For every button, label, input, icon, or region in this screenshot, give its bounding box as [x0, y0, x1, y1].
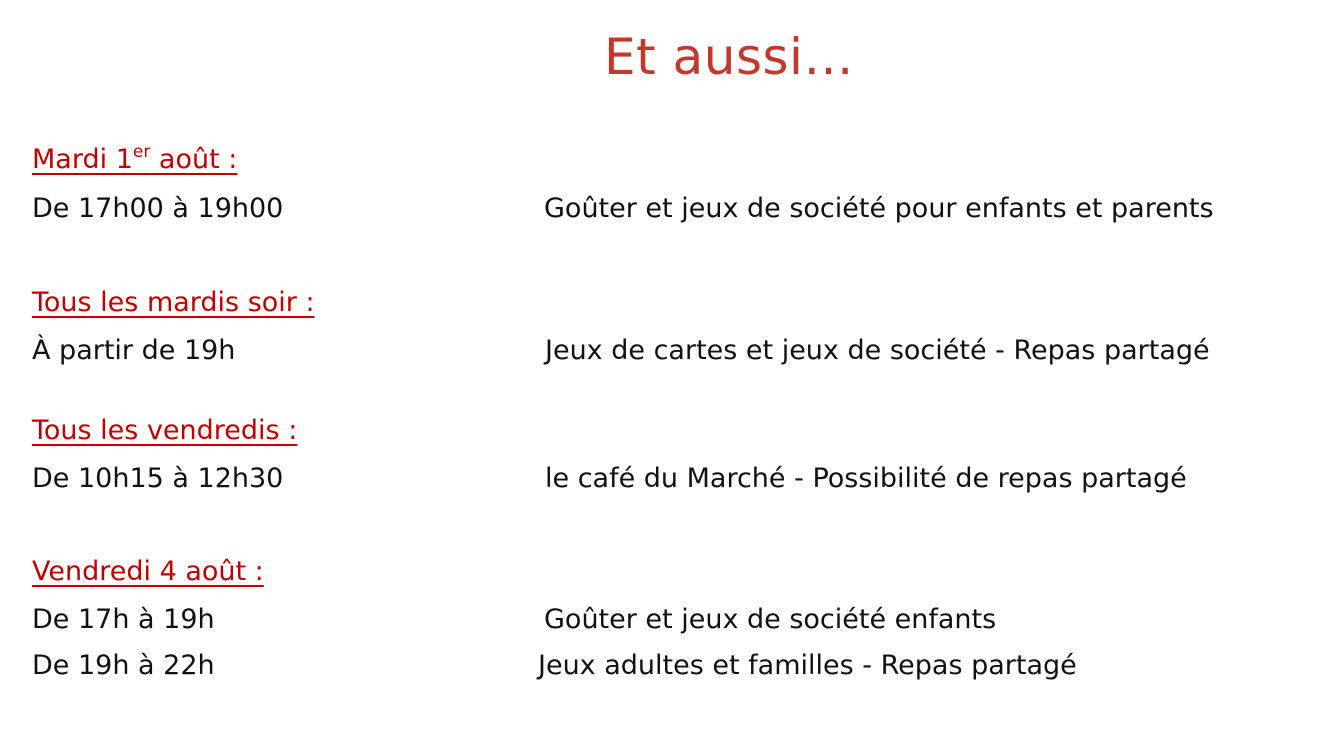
section-heading-mardi-1er-aout: [32, 144, 237, 175]
schedule-activity: Jeux adultes et familles - Repas partagé: [538, 650, 1077, 681]
schedule-activity: Goûter et jeux de société enfants: [544, 604, 997, 635]
schedule-time: De 17h à 19h: [32, 604, 215, 635]
heading-text: Mardi 1: [32, 144, 133, 175]
heading-text-suffix: août :: [150, 144, 238, 175]
section-heading-tous-les-mardis-soir: [32, 287, 315, 318]
schedule-activity: Goûter et jeux de société pour enfants et parents: [544, 193, 1214, 224]
schedule-activity: le café du Marché - Possibilité de repas partagé: [545, 463, 1187, 494]
schedule-time: À partir de 19h: [32, 335, 236, 366]
heading-text: Tous les mardis soir :: [32, 287, 315, 318]
schedule-time: De 10h15 à 12h30: [32, 463, 284, 494]
schedule-time: De 17h00 à 19h00: [32, 193, 284, 224]
heading-text: Tous les vendredis :: [32, 415, 298, 446]
section-heading-tous-les-vendredis: [32, 415, 297, 446]
schedule-activity: Jeux de cartes et jeux de société - Repas partagé: [545, 335, 1210, 366]
heading-text: Vendredi 4 août :: [32, 556, 264, 587]
heading-superscript: er: [132, 142, 151, 162]
section-heading-vendredi-4-aout: [32, 556, 264, 587]
schedule-time: De 19h à 22h: [32, 650, 215, 681]
page-title: Et aussi…: [604, 28, 854, 86]
